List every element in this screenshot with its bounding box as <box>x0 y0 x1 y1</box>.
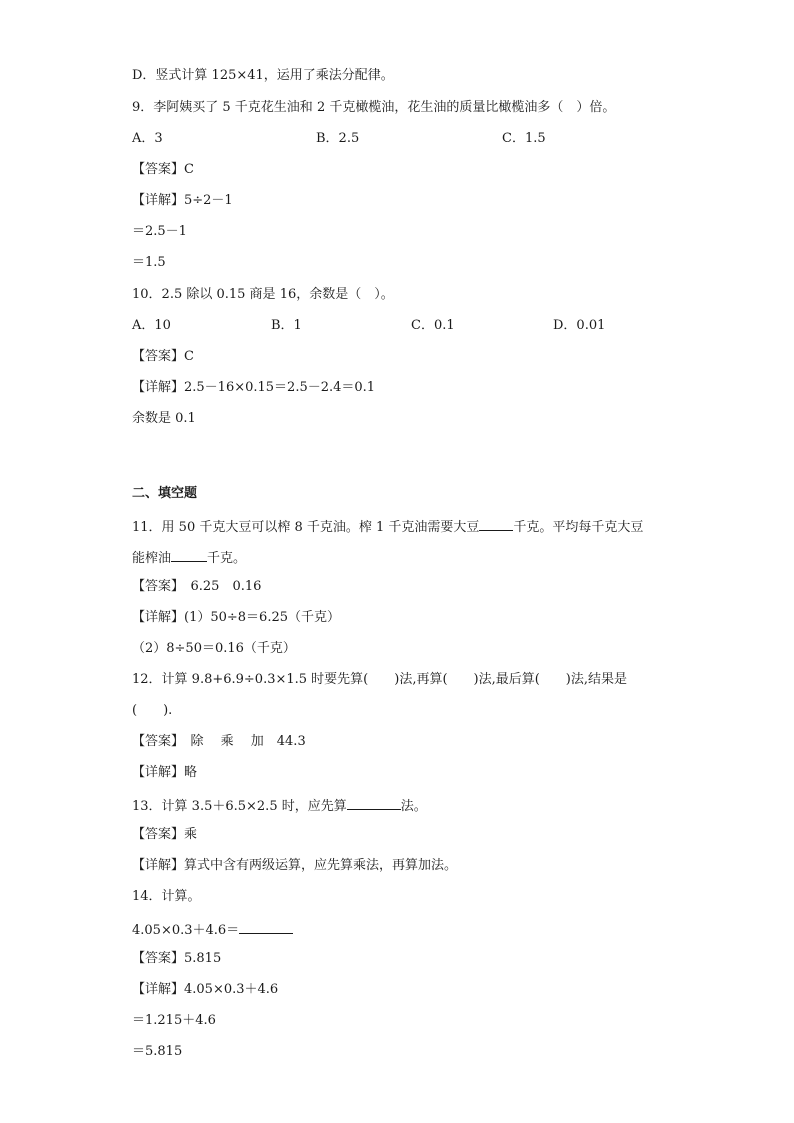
q14-expression-text: 4.05×0.3＋4.6＝ <box>132 923 240 938</box>
q13-blank <box>347 796 401 810</box>
question-9: 9．李阿姨买了 5 千克花生油和 2 千克橄榄油，花生油的质量比橄榄油多（ ）倍。 <box>132 100 616 115</box>
q12-answer: 【答案】 除 乘 加 44.3 <box>132 734 306 749</box>
q13-answer: 【答案】乘 <box>132 827 198 842</box>
q9-answer: 【答案】C <box>132 162 194 177</box>
q9-option-a: A．3 <box>132 131 163 146</box>
q11-blank-2 <box>171 548 207 562</box>
question-11-line-2 <box>132 548 246 567</box>
question-14: 14．计算。 <box>132 889 201 904</box>
q9-option-b: B．2.5 <box>316 131 360 146</box>
option-d-line: D．竖式计算 125×41，运用了乘法分配律。 <box>132 68 394 83</box>
q14-detail-2: ＝1.215＋4.6 <box>132 1013 216 1028</box>
q10-option-b: B．1 <box>271 318 302 333</box>
q14-blank <box>239 920 293 934</box>
q14-detail-3: ＝5.815 <box>132 1044 183 1059</box>
q11-detail-2: （2）8÷50＝0.16（千克） <box>132 641 296 656</box>
question-12-line-2: ( ). <box>132 703 173 718</box>
q14-answer: 【答案】5.815 <box>132 951 222 966</box>
q13-text-1: 13．计算 3.5＋6.5×2.5 时，应先算 <box>132 799 347 814</box>
q9-option-c: C．1.5 <box>502 131 546 146</box>
q11-text-3: 能榨油 <box>132 551 172 566</box>
q9-detail-3: ＝1.5 <box>132 255 166 270</box>
question-11-line-1 <box>132 517 643 536</box>
q11-answer: 【答案】 6.25 0.16 <box>132 579 262 594</box>
q11-blank-1 <box>479 517 513 531</box>
question-13 <box>132 796 427 815</box>
q12-detail: 【详解】略 <box>132 765 198 780</box>
q11-text-1: 11．用 50 千克大豆可以榨 8 千克油。榨 1 千克油需要大豆 <box>132 520 480 535</box>
q11-text-2: 千克。平均每千克大豆 <box>513 520 644 535</box>
q9-detail-1: 【详解】5÷2－1 <box>132 193 233 208</box>
q10-detail-2: 余数是 0.1 <box>132 411 196 426</box>
q10-detail-1: 【详解】2.5－16×0.15＝2.5－2.4＝0.1 <box>132 380 376 395</box>
q13-text-2: 法。 <box>400 799 427 814</box>
q10-option-a: A．10 <box>132 318 171 333</box>
question-10: 10．2.5 除以 0.15 商是 16，余数是（ ）。 <box>132 287 394 302</box>
q9-detail-2: ＝2.5－1 <box>132 224 187 239</box>
q11-text-4: 千克。 <box>207 551 247 566</box>
question-12-line-1: 12．计算 9.8+6.9÷0.3×1.5 时要先算( )法,再算( )法,最后算( )法,结果是 <box>132 672 628 687</box>
section-heading: 二、填空题 <box>132 486 198 501</box>
q11-detail-1: 【详解】(1）50÷8＝6.25（千克） <box>132 610 340 625</box>
q14-expression <box>132 920 293 939</box>
q10-option-d: D．0.01 <box>553 318 606 333</box>
q13-detail: 【详解】算式中含有两级运算，应先算乘法，再算加法。 <box>132 858 458 873</box>
q14-detail-1: 【详解】4.05×0.3＋4.6 <box>132 982 279 997</box>
q10-answer: 【答案】C <box>132 349 194 364</box>
q10-option-c: C．0.1 <box>411 318 455 333</box>
